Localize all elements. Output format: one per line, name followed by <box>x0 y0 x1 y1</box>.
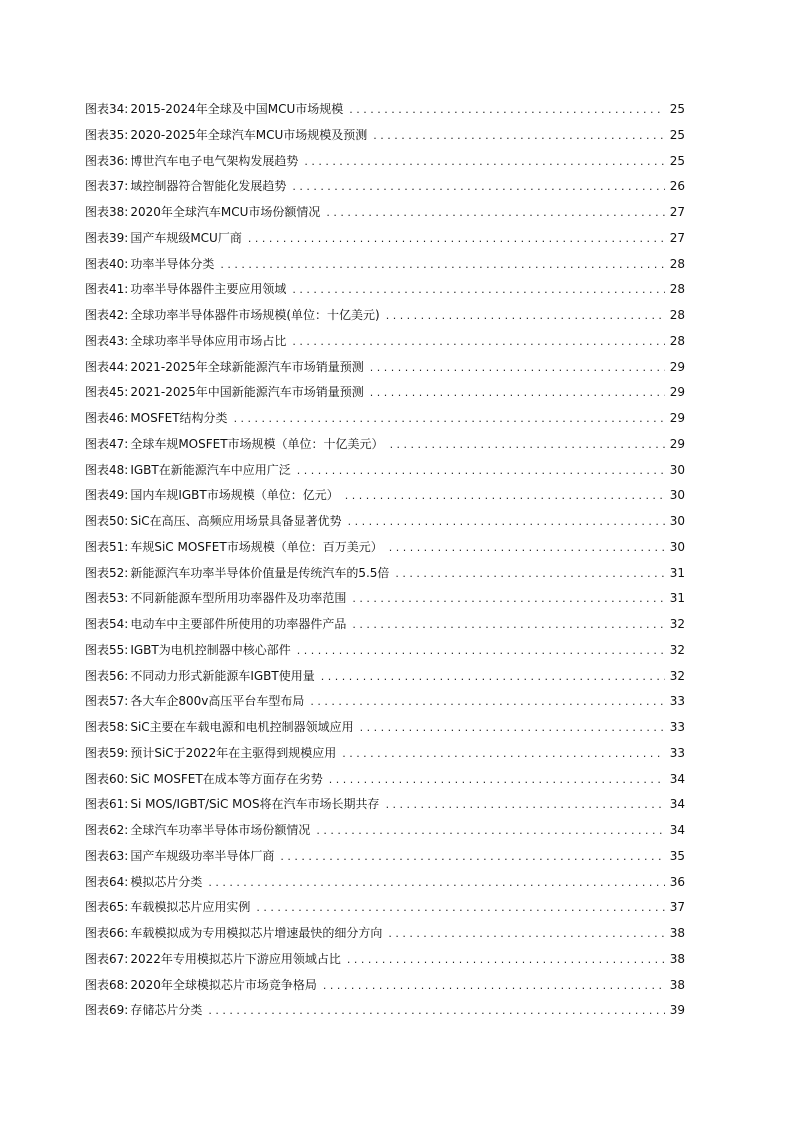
dot-leader <box>256 895 665 921</box>
dot-leader <box>389 535 665 561</box>
toc-entry-number: 图表34: <box>85 102 129 116</box>
toc-entry-page: 33 <box>669 745 685 760</box>
toc-entry-title: 国产车规级MCU厂商 <box>130 230 242 245</box>
toc-entry[interactable] <box>85 355 685 381</box>
toc-entry-page: 33 <box>669 720 685 734</box>
toc-entry-number: 图表38: <box>85 205 129 219</box>
toc-entry-page: 32 <box>669 668 685 683</box>
toc-entry-title: IGBT在新能源汽车中应用广泛 <box>130 462 291 477</box>
toc-entry-title: SiC主要在车载电源和电机控制器领域应用 <box>130 720 354 734</box>
dot-leader <box>280 844 665 870</box>
toc-entry-number: 图表39: <box>85 230 129 245</box>
toc-entry[interactable] <box>85 226 685 252</box>
toc-entry-number: 图表66: <box>85 926 129 940</box>
toc-entry-page: 32 <box>669 617 685 631</box>
toc-entry[interactable] <box>85 509 685 535</box>
toc-entry-title: 新能源汽车功率半导体价值量是传统汽车的5.5倍 <box>130 565 390 580</box>
toc-entry-page: 31 <box>669 565 685 580</box>
toc-entry[interactable] <box>85 947 685 973</box>
dot-leader <box>347 947 665 973</box>
dot-leader <box>292 329 665 355</box>
toc-entry-number: 图表60: <box>85 771 129 786</box>
dot-leader <box>395 561 665 587</box>
toc-entry-title: 2020年全球汽车MCU市场份额情况 <box>130 205 321 219</box>
toc-entry-title: 全球车规MOSFET市场规模（单位：十亿美元） <box>130 436 384 451</box>
toc-entry-page: 34 <box>669 771 685 786</box>
toc-entry-number: 图表59: <box>85 745 129 760</box>
toc-entry-title: 博世汽车电子电气架构发展趋势 <box>130 153 299 168</box>
dot-leader <box>345 483 665 509</box>
dot-leader <box>208 998 665 1024</box>
dot-leader <box>297 638 665 664</box>
dot-leader <box>386 303 665 329</box>
dot-leader <box>386 792 665 818</box>
toc-entry[interactable] <box>85 97 685 123</box>
toc-entry-number: 图表46: <box>85 411 129 425</box>
dot-leader <box>390 432 665 458</box>
dot-leader <box>388 921 665 947</box>
toc-entry-title: MOSFET结构分类 <box>130 411 228 425</box>
toc-entry-number: 图表62: <box>85 823 129 837</box>
toc-entry-number: 图表65: <box>85 900 129 915</box>
toc-entry-page: 29 <box>669 411 685 425</box>
toc-entry-number: 图表56: <box>85 668 129 683</box>
toc-entry-title: 2021-2025年中国新能源汽车市场销量预测 <box>130 385 364 400</box>
toc-entry-number: 图表52: <box>85 565 129 580</box>
dot-leader <box>349 97 665 123</box>
toc-entry-number: 图表69: <box>85 1003 129 1018</box>
toc-entry-page: 36 <box>669 874 685 889</box>
toc-entry-page: 28 <box>669 333 685 348</box>
dot-leader <box>292 277 665 303</box>
dot-leader <box>348 509 665 535</box>
toc-entry-title: 车规SiC MOSFET市场规模（单位：百万美元） <box>130 539 383 554</box>
toc-entry[interactable] <box>85 200 685 226</box>
toc-entry-title: 2020-2025年全球汽车MCU市场规模及预测 <box>130 127 368 142</box>
dot-leader <box>208 870 665 896</box>
toc-entry-number: 图表53: <box>85 591 129 606</box>
toc-entry-title: 车载模拟成为专用模拟芯片增速最快的细分方向 <box>130 926 383 940</box>
toc-entry-number: 图表37: <box>85 179 129 194</box>
dot-leader <box>316 818 665 844</box>
toc-entry-number: 图表61: <box>85 797 129 812</box>
toc-entry[interactable] <box>85 277 685 303</box>
toc-entry-page: 38 <box>669 977 685 992</box>
toc-entry-number: 图表64: <box>85 874 129 889</box>
dot-leader <box>329 767 665 793</box>
toc-entry-number: 图表49: <box>85 488 129 503</box>
toc-entry-title: 2020年全球模拟芯片市场竞争格局 <box>130 977 317 992</box>
toc-entry[interactable] <box>85 123 685 149</box>
toc-entry-page: 29 <box>669 385 685 400</box>
toc-entry-title: Si MOS/IGBT/SiC MOS将在汽车市场长期共存 <box>130 797 380 812</box>
dot-leader <box>292 174 665 200</box>
toc-entry-page: 33 <box>669 694 685 709</box>
toc-entry[interactable] <box>85 535 685 561</box>
toc-entry-number: 图表48: <box>85 462 129 477</box>
toc-entry-title: 全球功率半导体应用市场占比 <box>130 333 287 348</box>
toc-entry-title: 国内车规IGBT市场规模（单位：亿元） <box>130 488 339 503</box>
toc-entry[interactable] <box>85 715 685 741</box>
toc-entry-page: 25 <box>669 127 685 142</box>
toc-entry-page: 31 <box>669 591 685 606</box>
toc-entry-page: 26 <box>669 179 685 194</box>
toc-entry-page: 39 <box>669 1003 685 1018</box>
toc-entry[interactable] <box>85 664 685 690</box>
toc-entry-title: 全球汽车功率半导体市场份额情况 <box>130 823 311 837</box>
toc-entry-number: 图表58: <box>85 720 129 734</box>
toc-entry-title: 全球功率半导体器件市场规模(单位：十亿美元) <box>130 308 380 322</box>
toc-entry-number: 图表63: <box>85 848 129 863</box>
toc-entry[interactable] <box>85 586 685 612</box>
toc-entry-page: 30 <box>669 488 685 503</box>
dot-leader <box>370 355 665 381</box>
toc-entry-page: 38 <box>669 951 685 966</box>
dot-leader <box>297 458 665 484</box>
dot-leader <box>370 380 665 406</box>
toc-entry-page: 35 <box>669 848 685 863</box>
toc-entry[interactable] <box>85 895 685 921</box>
toc-entry-number: 图表43: <box>85 333 129 348</box>
toc-entry-title: 功率半导体器件主要应用领域 <box>130 282 287 297</box>
dot-leader <box>220 252 665 278</box>
toc-entry-number: 图表41: <box>85 282 129 297</box>
toc-entry-page: 25 <box>669 102 685 116</box>
toc-entry[interactable] <box>85 612 685 638</box>
toc-entry-number: 图表47: <box>85 436 129 451</box>
toc-entry-title: 国产车规级功率半导体厂商 <box>130 848 275 863</box>
dot-leader <box>352 612 665 638</box>
toc-entry-number: 图表55: <box>85 642 129 657</box>
toc-entry-number: 图表51: <box>85 539 129 554</box>
toc-entry-title: 2021-2025年全球新能源汽车市场销量预测 <box>130 359 364 374</box>
toc-entry[interactable] <box>85 921 685 947</box>
toc-entry-title: IGBT为电机控制器中核心部件 <box>130 642 291 657</box>
toc-entry-number: 图表68: <box>85 977 129 992</box>
dot-leader <box>373 123 665 149</box>
toc-entry[interactable] <box>85 303 685 329</box>
toc-entry[interactable] <box>85 329 685 355</box>
dot-leader <box>360 715 665 741</box>
toc-entry-page: 27 <box>669 230 685 245</box>
toc-entry[interactable] <box>85 252 685 278</box>
dot-leader <box>326 200 665 226</box>
toc-entry-page: 25 <box>669 153 685 168</box>
dot-leader <box>304 149 665 175</box>
toc-entry[interactable] <box>85 973 685 999</box>
toc-entry[interactable] <box>85 689 685 715</box>
dot-leader <box>342 741 665 767</box>
toc-entry[interactable] <box>85 149 685 175</box>
toc-entry-title: 不同新能源车型所用功率器件及功率范围 <box>130 591 347 606</box>
toc-entry-number: 图表44: <box>85 359 129 374</box>
dot-leader <box>310 689 665 715</box>
toc-entry-page: 37 <box>669 900 685 915</box>
toc-entry[interactable] <box>85 380 685 406</box>
toc-entry[interactable] <box>85 638 685 664</box>
toc-entry[interactable] <box>85 998 685 1024</box>
toc-entry[interactable] <box>85 432 685 458</box>
figure-index-list <box>85 97 685 1024</box>
toc-entry-title: 车载模拟芯片应用实例 <box>130 900 251 915</box>
toc-entry-page: 27 <box>669 205 685 219</box>
toc-entry-number: 图表42: <box>85 308 129 322</box>
toc-entry-number: 图表57: <box>85 694 129 709</box>
toc-entry-title: 各大车企800v高压平台车型布局 <box>130 694 305 709</box>
dot-leader <box>248 226 665 252</box>
toc-entry-title: 预计SiC于2022年在主驱得到规模应用 <box>130 745 337 760</box>
toc-entry-page: 34 <box>669 823 685 837</box>
toc-entry[interactable] <box>85 561 685 587</box>
toc-entry-title: SiC MOSFET在成本等方面存在劣势 <box>130 771 323 786</box>
toc-entry-title: 2022年专用模拟芯片下游应用领域占比 <box>130 951 341 966</box>
toc-entry-number: 图表54: <box>85 617 129 631</box>
toc-entry-number: 图表67: <box>85 951 129 966</box>
toc-entry-page: 34 <box>669 797 685 812</box>
toc-entry-title: 存储芯片分类 <box>130 1003 203 1018</box>
toc-entry[interactable] <box>85 818 685 844</box>
toc-entry-page: 30 <box>669 539 685 554</box>
dot-leader <box>352 586 665 612</box>
toc-entry-number: 图表35: <box>85 127 129 142</box>
toc-entry[interactable] <box>85 844 685 870</box>
toc-entry-page: 38 <box>669 926 685 940</box>
toc-entry-number: 图表45: <box>85 385 129 400</box>
toc-entry-page: 28 <box>669 256 685 271</box>
toc-entry[interactable] <box>85 741 685 767</box>
toc-entry-page: 29 <box>669 436 685 451</box>
dot-leader <box>234 406 665 432</box>
toc-entry-page: 32 <box>669 642 685 657</box>
toc-entry[interactable] <box>85 483 685 509</box>
toc-entry[interactable] <box>85 767 685 793</box>
toc-entry-number: 图表36: <box>85 153 129 168</box>
toc-entry-title: 功率半导体分类 <box>130 256 215 271</box>
toc-entry[interactable] <box>85 174 685 200</box>
dot-leader <box>323 973 665 999</box>
toc-entry[interactable] <box>85 870 685 896</box>
toc-entry-title: 域控制器符合智能化发展趋势 <box>130 179 287 194</box>
toc-entry-title: 电动车中主要部件所使用的功率器件产品 <box>130 617 347 631</box>
toc-entry-page: 28 <box>669 308 685 322</box>
toc-entry-title: 2015-2024年全球及中国MCU市场规模 <box>130 102 344 116</box>
dot-leader <box>321 664 665 690</box>
toc-entry-title: SiC在高压、高频应用场景具备显著优势 <box>130 514 342 528</box>
toc-entry-title: 模拟芯片分类 <box>130 874 203 889</box>
toc-entry-number: 图表40: <box>85 256 129 271</box>
toc-entry[interactable] <box>85 406 685 432</box>
toc-entry[interactable] <box>85 458 685 484</box>
toc-entry-title: 不同动力形式新能源车IGBT使用量 <box>130 668 315 683</box>
toc-entry-page: 29 <box>669 359 685 374</box>
toc-entry-number: 图表50: <box>85 514 129 528</box>
toc-entry-page: 28 <box>669 282 685 297</box>
toc-entry[interactable] <box>85 792 685 818</box>
toc-entry-page: 30 <box>669 514 685 528</box>
toc-entry-page: 30 <box>669 462 685 477</box>
